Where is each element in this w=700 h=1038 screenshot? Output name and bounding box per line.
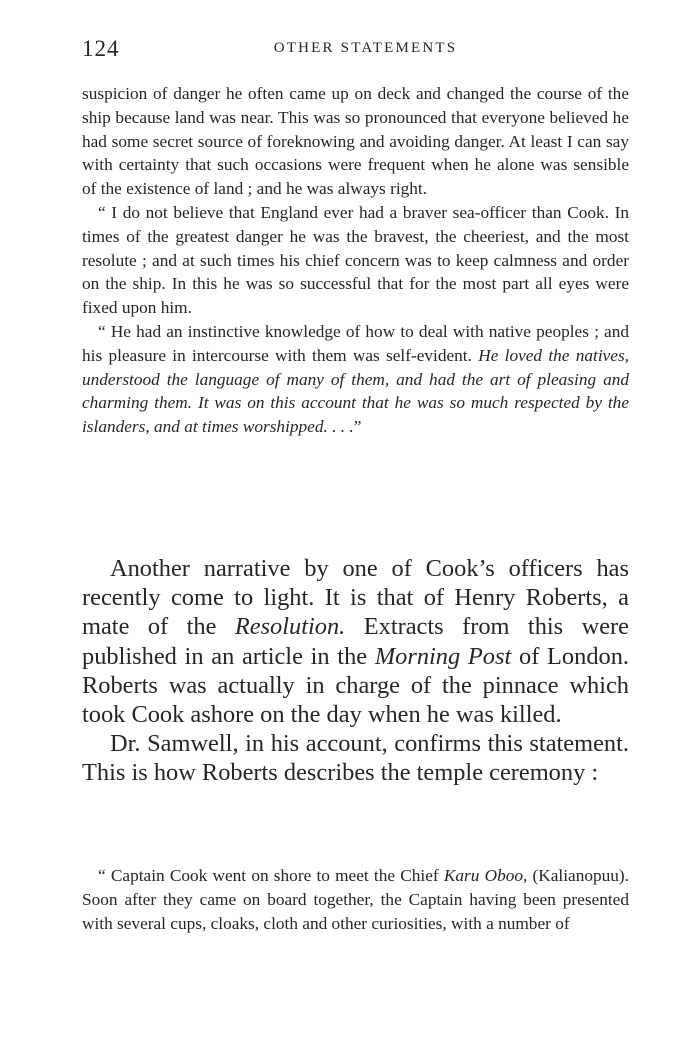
page-number: 124 <box>82 36 120 61</box>
quote-paragraph-3-close: ” <box>353 417 362 437</box>
quoted-roberts-narrative <box>82 864 629 935</box>
main-paragraph-2: Dr. Samwell, in his account, confirms this statement. This is how Roberts describes the temple ceremony : <box>82 730 629 787</box>
running-title: OTHER STATEMENTS <box>273 40 458 56</box>
quote2-paragraph-1-a: “ Captain Cook went on shore to meet the Chief <box>98 866 444 885</box>
page-header <box>82 36 629 66</box>
quote-paragraph-3 <box>82 320 629 439</box>
quote-paragraph-3-italic: He loved the natives, understood the language of many of them, and had the art of pleasing and charming them. It was on this account that he was so much respected by the islanders, and at times worshipped. . . . <box>82 345 630 437</box>
main-text <box>82 554 629 788</box>
quote2-paragraph-1 <box>82 864 629 935</box>
quote-paragraph-3-roman: “ He had an instinctive knowledge of how to deal with native peoples ; and his pleasure in intercourse with them was self-evident. <box>82 321 629 365</box>
chief-name: Karu Oboo, <box>443 866 528 885</box>
quote-paragraph-1: suspicion of danger he often came up on deck and changed the course of the ship because land was near. This was so pronounced that everyone believed he had some secret source of foreknowing and avoiding danger. At least I can say with certainty that such occasions were frequent when he alone was sensible of the existence of land ; and he was always right. <box>82 84 629 199</box>
main-paragraph-1-c: of London. Roberts was actually in charge of the pinnace which took Cook ashore on the day when he was killed. <box>82 642 629 729</box>
newspaper-name: Morning Post <box>374 642 512 670</box>
main-paragraph-1-a: Another narrative by one of Cook’s officers has recently come to light. It is that of Henry Roberts, a mate of the <box>82 555 629 641</box>
main-paragraph-1 <box>82 554 629 729</box>
quoted-narrative <box>82 82 629 439</box>
main-paragraph-1-b: Extracts from this were published in an article in the <box>82 613 629 670</box>
quote2-paragraph-1-b: (Kalianopuu). Soon after they came on board together, the Captain having been presented with several cups, cloaks, cloth and other curiosities, with a number of <box>82 866 629 933</box>
ship-name: Resolution. <box>234 613 346 641</box>
quote-paragraph-2: “ I do not believe that England ever had a braver sea-officer than Cook. In times of the greatest danger he was the bravest, the cheeriest, and the most resolute ; and at such times his chief concern was to keep calmness and order on the ship. In this he was so successful that for the most part all eyes were fixed upon him. <box>82 202 629 318</box>
